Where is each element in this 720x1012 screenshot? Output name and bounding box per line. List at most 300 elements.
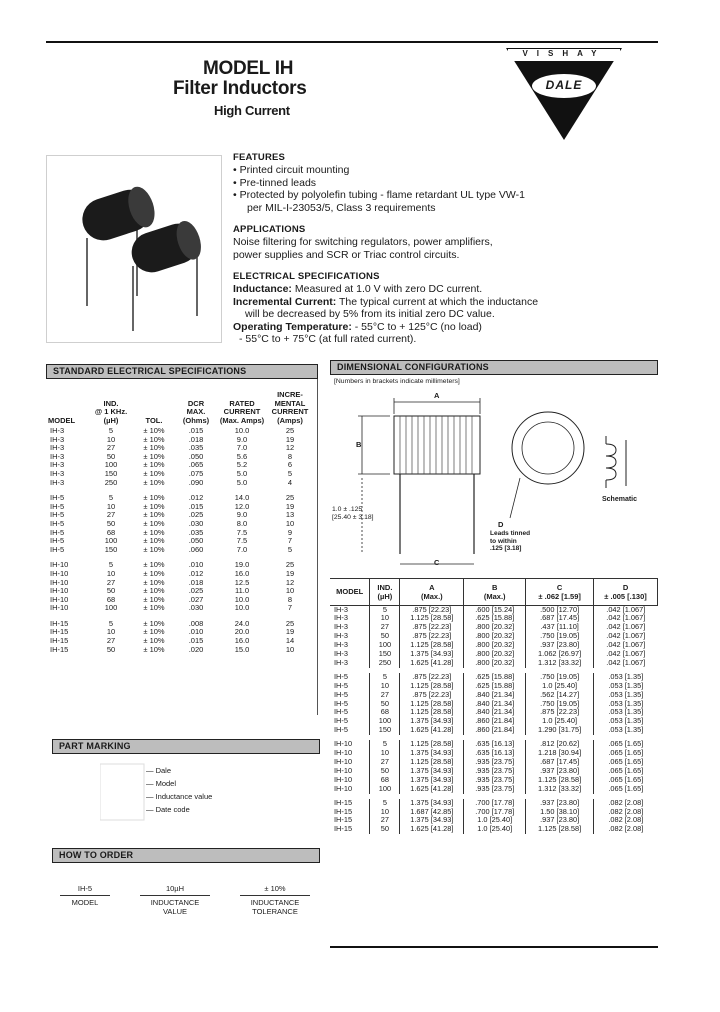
dim-cell: IH-5 (334, 716, 348, 726)
dim-cell: 27 (370, 758, 400, 767)
table-row (48, 479, 314, 488)
std-cell: ± 10% (143, 434, 165, 444)
std-cell: 27 (106, 636, 116, 646)
dim-cell: .812 [20.62] (526, 740, 594, 749)
std-cell: .010 (188, 627, 204, 637)
spacer-cell (48, 613, 314, 620)
std-cell: 10 (106, 627, 116, 637)
std-cell: ± 10% (143, 560, 165, 570)
std-cell: .035 (188, 527, 204, 537)
how-to-order-header: HOW TO ORDER (52, 848, 320, 863)
table-row (48, 570, 314, 579)
top-rule (46, 41, 658, 43)
std-cell: IH-15 (50, 627, 69, 637)
std-cell: 12.0 (234, 501, 250, 511)
std-cell: 50 (106, 644, 116, 654)
dim-cell: IH-15 (334, 824, 353, 834)
applications-heading: APPLICATIONS (233, 224, 306, 235)
std-cell: IH-10 (50, 594, 69, 604)
std-cell: ± 10% (143, 577, 165, 587)
dim-cell: IH-3 (334, 640, 348, 650)
dim-cell: .635 [16.13] (464, 740, 526, 749)
product-photo (46, 155, 222, 343)
page-title: MODEL IH (203, 58, 294, 79)
dim-cell: .065 [1.65] (594, 740, 658, 749)
dimensional-header: DIMENSIONAL CONFIGURATIONS (330, 360, 658, 375)
dim-cell: IH-5 (334, 680, 348, 690)
dim-cell: .875 [22.23] (526, 708, 594, 717)
dim-cell: 1.375 [34.93] (400, 799, 464, 808)
dim-cell: .750 [19.05] (526, 700, 594, 709)
dim-cell: IH-5 (334, 689, 348, 699)
dim-cell: 50 (370, 767, 400, 776)
group-spacer (48, 554, 314, 561)
col-model: MODEL (48, 415, 76, 425)
dimensional-table-wrap (330, 578, 658, 834)
dim-cell: IH-3 (334, 631, 348, 641)
std-cell: .010 (188, 560, 204, 570)
dim-cell: 150 (370, 650, 400, 659)
col-ind: IND. @ 1 KHz. (µH) (94, 398, 128, 425)
table-row (48, 579, 314, 588)
order-ind-value: 10µH (140, 884, 210, 896)
dim-cell: 5 (370, 799, 400, 808)
dim-cell: .053 [1.35] (594, 673, 658, 682)
std-cell: 25 (285, 618, 295, 628)
dim-cell: 27 (370, 816, 400, 825)
dim-cell: 1.375 [34.93] (400, 767, 464, 776)
dim-cell: .935 [23.75] (464, 785, 526, 794)
std-cell: 5 (108, 493, 114, 503)
std-cell: IH-10 (50, 577, 69, 587)
dimension-drawing (330, 388, 658, 576)
dim-cell: IH-5 (334, 698, 348, 708)
dim-cell: 1.125 [28.58] (400, 740, 464, 749)
dim-cell: .700 [17.78] (464, 808, 526, 817)
std-cell: 8 (287, 451, 293, 461)
std-cell: .025 (188, 586, 204, 596)
std-cell: IH-5 (50, 518, 65, 528)
std-cell: .090 (188, 477, 204, 487)
marking-dale: — Dale (146, 766, 172, 775)
dim-cell: 250 (370, 659, 400, 668)
dim-cell: 1.125 [28.58] (526, 776, 594, 785)
std-cell: 7.0 (236, 443, 248, 453)
dim-cell: 1.125 [28.58] (400, 682, 464, 691)
std-cell: 8.0 (236, 518, 248, 528)
dim-cell: 1.687 [42.85] (400, 808, 464, 817)
dim-cell: .875 [22.23] (400, 632, 464, 641)
dim-cell: .750 [19.05] (526, 673, 594, 682)
dim-cell: .935 [23.75] (464, 776, 526, 785)
dim-cell: .082 [2.08] (594, 799, 658, 808)
dim-cell: 1.125 [28.58] (400, 708, 464, 717)
dim-cell: .875 [22.23] (400, 605, 464, 614)
table-row (48, 461, 314, 470)
dim-cell: 1.290 [31.75] (526, 726, 594, 735)
dim-cell: 1.625 [41.28] (400, 825, 464, 834)
std-cell: 15.0 (234, 644, 250, 654)
standard-specs-table (48, 380, 314, 654)
table-row (48, 620, 314, 629)
std-cell: IH-3 (50, 460, 65, 470)
dim-cell: 68 (370, 776, 400, 785)
dim-cell: 5 (370, 605, 400, 614)
dim-cell: 1.625 [41.28] (400, 726, 464, 735)
dim-cell: .625 [15.88] (464, 673, 526, 682)
dim-cell: .860 [21.84] (464, 717, 526, 726)
std-cell: 7 (287, 603, 293, 613)
std-cell: .015 (188, 501, 204, 511)
dim-cell: 100 (370, 641, 400, 650)
dim-cell: 1.50 [38.10] (526, 808, 594, 817)
part-marking-diagram (100, 760, 300, 826)
std-cell: IH-5 (50, 536, 65, 546)
table-row (330, 785, 658, 794)
dim-cell: 10 (370, 682, 400, 691)
std-cell: 12.5 (234, 577, 250, 587)
table-row (48, 511, 314, 520)
std-cell: .030 (188, 603, 204, 613)
dim-cell: 1.125 [28.58] (400, 614, 464, 623)
dim-cell: .065 [1.65] (594, 767, 658, 776)
incremental-text: The typical current at which the inductance (339, 295, 539, 308)
dimensional-note: [Numbers in brackets indicate millimeters] (334, 378, 460, 385)
table-row (48, 596, 314, 605)
dim-cell: 68 (370, 708, 400, 717)
dim-col-ind: IND. (µH) (370, 579, 400, 605)
std-cell: IH-5 (50, 493, 65, 503)
std-cell: 250 (104, 477, 118, 487)
col-rated: RATED CURRENT (Max. Amps) (219, 398, 265, 425)
dim-cell: .082 [2.08] (594, 825, 658, 834)
std-cell: 100 (104, 536, 118, 546)
dim-cell: 10 (370, 808, 400, 817)
order-tol-value: ± 10% (240, 884, 310, 896)
std-cell: ± 10% (143, 426, 165, 435)
std-cell: 13 (285, 510, 295, 520)
table-row (48, 529, 314, 538)
table-row (48, 561, 314, 570)
dim-cell: 1.375 [34.93] (400, 749, 464, 758)
std-cell: 10.0 (234, 603, 250, 613)
dim-cell: .500 [12.70] (526, 605, 594, 614)
electrical-heading: ELECTRICAL SPECIFICATIONS (233, 271, 380, 282)
dim-cell: .600 [15.24] (464, 605, 526, 614)
dim-cell: IH-5 (334, 725, 348, 735)
std-cell: ± 10% (143, 544, 165, 554)
lead-length-in: 1.0 ± .125 (332, 506, 363, 513)
std-cell: IH-10 (50, 603, 69, 613)
group-spacer (48, 613, 314, 620)
dim-cell: .437 [11.10] (526, 623, 594, 632)
dimensional-table (330, 579, 658, 834)
std-cell: 25 (285, 426, 295, 435)
dim-cell: 1.0 [25.40] (526, 682, 594, 691)
dim-cell: .800 [20.32] (464, 659, 526, 668)
std-cell: ± 10% (143, 568, 165, 578)
dim-cell: 1.125 [28.58] (400, 641, 464, 650)
dim-col-d: D ± .005 [.130] (594, 579, 658, 605)
std-cell: IH-10 (50, 568, 69, 578)
std-cell: ± 10% (143, 603, 165, 613)
std-cell: 9.0 (236, 434, 248, 444)
dim-cell: .082 [2.08] (594, 808, 658, 817)
dim-cell: 1.218 [30.94] (526, 749, 594, 758)
dim-cell: .840 [21.34] (464, 700, 526, 709)
dim-cell: 1.125 [28.58] (526, 825, 594, 834)
std-cell: .012 (188, 493, 204, 503)
dim-cell: .937 [23.80] (526, 799, 594, 808)
dim-cell: .042 [1.067] (594, 650, 658, 659)
feature-item: • Protected by polyolefin tubing - flame retardant UL type VW-1 (233, 189, 525, 201)
dim-cell: 1.125 [28.58] (400, 700, 464, 709)
std-cell: ± 10% (143, 468, 165, 478)
std-cell: 25 (285, 493, 295, 503)
table-row (330, 825, 658, 834)
dim-cell: IH-10 (334, 757, 353, 766)
std-cell: 7.0 (236, 544, 248, 554)
std-cell: 27 (106, 443, 116, 453)
std-cell: 150 (104, 468, 118, 478)
table-row (48, 604, 314, 613)
std-cell: 12 (285, 443, 295, 453)
std-cell: 7.5 (236, 536, 248, 546)
std-cell: 19 (285, 568, 295, 578)
table-row (48, 503, 314, 512)
dim-cell: 5 (370, 740, 400, 749)
dim-cell: 150 (370, 726, 400, 735)
incremental-label: Incremental Current: (233, 295, 337, 308)
dim-cell: .935 [23.75] (464, 767, 526, 776)
dim-cell: IH-5 (334, 707, 348, 717)
dim-col-c: C ± .062 [1.59] (526, 579, 594, 605)
std-cell: IH-10 (50, 560, 69, 570)
std-cell: ± 10% (143, 594, 165, 604)
dim-cell: .082 [2.08] (594, 816, 658, 825)
col-incr: INCRE- MENTAL CURRENT (Amps) (271, 390, 309, 425)
dim-cell: 10 (370, 614, 400, 623)
std-cell: IH-3 (50, 426, 65, 435)
dim-label-c: C (434, 558, 440, 567)
spacer-cell (48, 487, 314, 494)
table-row (48, 628, 314, 637)
dim-cell: .042 [1.067] (594, 632, 658, 641)
std-cell: 10 (106, 434, 116, 444)
dim-cell: .065 [1.65] (594, 776, 658, 785)
standard-specs-header: STANDARD ELECTRICAL SPECIFICATIONS (46, 364, 318, 379)
std-cell: 5 (287, 544, 293, 554)
std-cell: IH-5 (50, 510, 65, 520)
std-cell: 5.0 (236, 468, 248, 478)
std-cell: IH-5 (50, 501, 65, 511)
std-cell: 8 (287, 594, 293, 604)
electrical-text (233, 283, 663, 346)
std-cell: IH-5 (50, 544, 65, 554)
dim-cell: IH-3 (334, 622, 348, 632)
incremental-text-2: will be decreased by 5% from its initial zero DC value. (245, 308, 495, 320)
order-model-label: MODEL (71, 898, 99, 907)
order-inductance (140, 884, 210, 916)
dim-label-b: B (356, 440, 362, 449)
schematic-label: Schematic (602, 496, 638, 503)
std-cell: ± 10% (143, 443, 165, 453)
std-cell: 10.0 (234, 594, 250, 604)
std-cell: 19 (285, 434, 295, 444)
applications-line: Noise filtering for switching regulators, power amplifiers, (233, 236, 493, 248)
table-row (48, 546, 314, 555)
dim-cell: .840 [21.34] (464, 708, 526, 717)
std-cell: .018 (188, 434, 204, 444)
std-cell: IH-3 (50, 468, 65, 478)
dim-cell: IH-15 (334, 815, 353, 825)
std-cell: 16.0 (234, 568, 250, 578)
std-cell: 7.5 (236, 527, 248, 537)
table-row (48, 494, 314, 503)
dim-cell: .065 [1.65] (594, 758, 658, 767)
dim-cell: .053 [1.35] (594, 708, 658, 717)
dim-cell: .937 [23.80] (526, 641, 594, 650)
dim-label-a: A (434, 391, 440, 400)
dim-cell: .800 [20.32] (464, 650, 526, 659)
dim-cell: IH-10 (334, 765, 353, 775)
std-cell: ± 10% (143, 451, 165, 461)
dim-cell: 1.0 [25.40] (464, 825, 526, 834)
std-cell: IH-15 (50, 636, 69, 646)
std-cell: .075 (188, 468, 204, 478)
vishay-dale-logo (500, 46, 628, 142)
feature-item: per MIL-I-23053/5, Class 3 requirements (247, 201, 436, 214)
std-cell: IH-10 (50, 586, 69, 596)
dim-cell: .053 [1.35] (594, 691, 658, 700)
std-cell: ± 10% (143, 501, 165, 511)
std-cell: .065 (188, 460, 204, 470)
std-cell: 50 (106, 518, 116, 528)
std-cell: IH-3 (50, 443, 65, 453)
std-cell: 12 (285, 577, 295, 587)
dim-cell: .700 [17.78] (464, 799, 526, 808)
order-model (60, 884, 110, 907)
dim-cell: .875 [22.23] (400, 673, 464, 682)
std-cell: 6 (287, 460, 293, 470)
dim-col-a: A (Max.) (400, 579, 464, 605)
dim-cell: IH-10 (334, 739, 353, 749)
std-cell: 14 (285, 636, 295, 646)
std-cell: 10 (285, 518, 295, 528)
lead-length (332, 506, 374, 522)
brand-main: DALE (545, 78, 583, 92)
dim-cell: IH-10 (334, 783, 353, 793)
dim-cell: IH-3 (334, 604, 348, 614)
dim-cell: .800 [20.32] (464, 632, 526, 641)
inductance-label: Inductance: (233, 283, 292, 295)
col-tol: TOL. (145, 415, 163, 425)
dim-cell: .042 [1.067] (594, 659, 658, 668)
std-cell: .027 (188, 594, 204, 604)
dim-cell: .800 [20.32] (464, 641, 526, 650)
std-cell: 10 (285, 644, 295, 654)
std-cell: IH-15 (50, 644, 69, 654)
std-cell: ± 10% (143, 627, 165, 637)
std-cell: 5.2 (236, 460, 248, 470)
std-cell: ± 10% (143, 460, 165, 470)
product-subtitle: High Current (214, 103, 290, 118)
table-row (48, 587, 314, 596)
dim-cell: .053 [1.35] (594, 700, 658, 709)
dim-cell: 1.375 [34.93] (400, 717, 464, 726)
dim-cell: 100 (370, 717, 400, 726)
std-cell: ± 10% (143, 536, 165, 546)
table-row (48, 470, 314, 479)
std-cell: ± 10% (143, 527, 165, 537)
std-cell: IH-5 (50, 527, 65, 537)
dim-cell: 1.125 [28.58] (400, 758, 464, 767)
std-cell: .015 (188, 636, 204, 646)
dim-cell: 50 (370, 825, 400, 834)
temp-label: Operating Temperature: (233, 320, 352, 333)
std-cell: ± 10% (143, 586, 165, 596)
product-name: Filter Inductors (173, 78, 307, 99)
std-cell: 19.0 (234, 560, 250, 570)
marking-date-code: — Date code (146, 805, 190, 814)
std-cell: ± 10% (143, 636, 165, 646)
bottom-rule (330, 946, 658, 948)
dim-cell: .937 [23.80] (526, 767, 594, 776)
spacer-cell (48, 554, 314, 561)
std-cell: IH-3 (50, 451, 65, 461)
dim-cell: .625 [15.88] (464, 614, 526, 623)
dim-cell: 50 (370, 700, 400, 709)
std-cell: 10 (106, 568, 116, 578)
brand-top: VISHAY (522, 49, 606, 58)
dim-cell: .053 [1.35] (594, 682, 658, 691)
dim-cell: .635 [16.13] (464, 749, 526, 758)
table-row (48, 427, 314, 436)
std-cell: 14.0 (234, 493, 250, 503)
dim-label-d: D (498, 520, 504, 529)
std-cell: .050 (188, 451, 204, 461)
std-cell: IH-3 (50, 434, 65, 444)
std-cell: .060 (188, 544, 204, 554)
std-cell: .012 (188, 568, 204, 578)
table-row (48, 520, 314, 529)
std-cell: 9.0 (236, 510, 248, 520)
dim-cell: 1.625 [41.28] (400, 785, 464, 794)
part-marking-header: PART MARKING (52, 739, 320, 754)
dim-cell: 1.375 [34.93] (400, 650, 464, 659)
features-heading: FEATURES (233, 152, 286, 163)
std-cell: .020 (188, 644, 204, 654)
col-dcr: DCR MAX. (Ohms) (182, 398, 210, 425)
std-cell: 19 (285, 501, 295, 511)
std-cell: .035 (188, 443, 204, 453)
dim-cell: .042 [1.067] (594, 641, 658, 650)
std-cell: 100 (104, 603, 118, 613)
dim-cell: .840 [21.34] (464, 691, 526, 700)
dim-cell: IH-5 (334, 671, 348, 681)
marking-list (146, 764, 212, 816)
table-row (48, 453, 314, 462)
std-cell: 100 (104, 460, 118, 470)
std-cell: .025 (188, 510, 204, 520)
order-model-value: IH-5 (60, 884, 110, 896)
dim-cell: IH-15 (334, 797, 353, 807)
dim-cell: 27 (370, 623, 400, 632)
dim-cell: .800 [20.32] (464, 623, 526, 632)
dim-cell: .053 [1.35] (594, 726, 658, 735)
dim-cell: 1.312 [33.32] (526, 785, 594, 794)
std-cell: 10 (285, 586, 295, 596)
